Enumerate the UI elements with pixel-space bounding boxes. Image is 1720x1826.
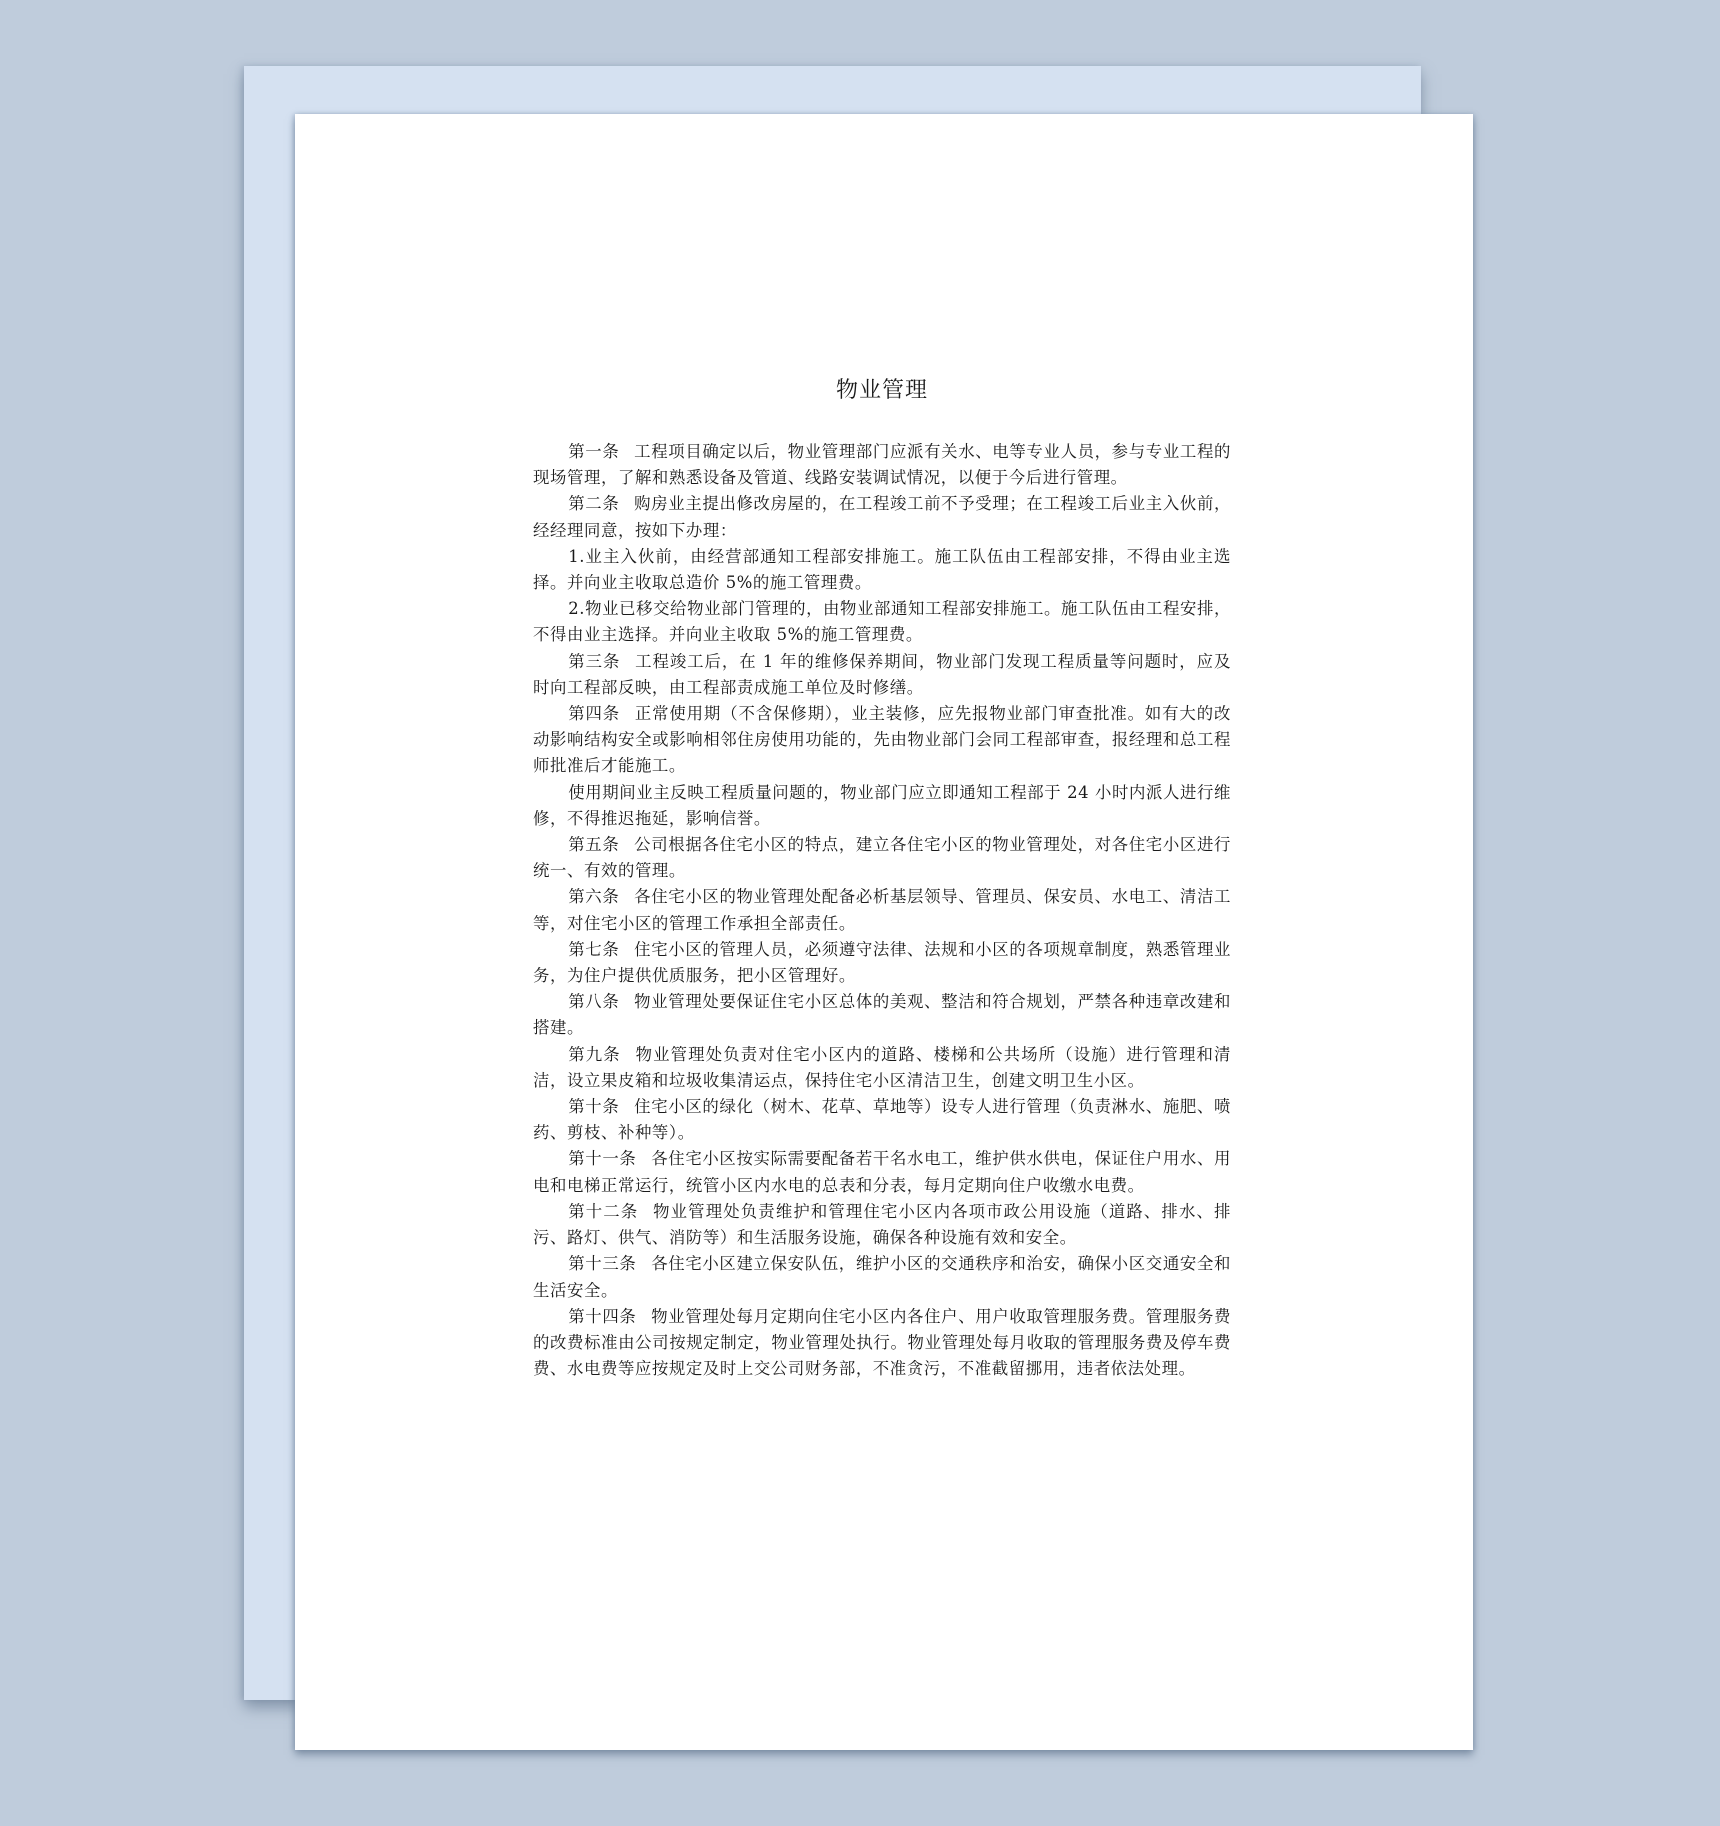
paragraph-text: 使用期间业主反映工程质量问题的，物业部门应立即通知工程部于 24 小时内派人进行维修，不得推迟拖延，影响信誉。 [533,782,1231,828]
article-number: 第三条 [568,651,621,671]
article-number: 第九条 [568,1044,621,1064]
article-number: 第七条 [568,939,620,959]
article-text: 工程竣工后，在 1 年的维修保养期间，物业部门发现工程质量等问题时，应及时向工程部反映，由工程部责成施工单位及时修缮。 [533,651,1231,697]
article-number: 第十条 [568,1097,620,1117]
paragraph-article-13 [533,1251,1231,1303]
article-text: 物业管理处负责对住宅小区内的道路、楼梯和公共场所（设施）进行管理和清洁，设立果皮箱和垃圾收集清运点，保持住宅小区清洁卫生，创建文明卫生小区。 [533,1044,1231,1090]
paragraph-item-1 [533,544,1231,596]
document-body [533,376,1231,1382]
document-page [295,114,1473,1750]
paragraph-article-14 [533,1304,1231,1383]
article-text: 住宅小区的管理人员，必须遵守法律、法规和小区的各项规章制度，熟悉管理业务，为住户提供优质服务，把小区管理好。 [533,939,1231,986]
document-title: 物业管理 [835,378,928,403]
paragraph-article-7 [533,937,1231,989]
article-text: 公司根据各住宅小区的特点，建立各住宅小区的物业管理处，对各住宅小区进行统一、有效的管理。 [533,835,1231,881]
paragraph-item-2 [533,596,1231,648]
article-text: 购房业主提出修改房屋的，在工程竣工前不予受理；在工程竣工后业主入伙前，经经理同意，按如下办理： [533,494,1231,540]
paragraph-article-8 [533,989,1231,1041]
article-text: 各住宅小区的物业管理处配备必析基层领导、管理员、保安员、水电工、清洁工等，对住宅小区的管理工作承担全部责任。 [533,887,1231,933]
article-number: 第八条 [568,992,620,1012]
item-text: 2.物业已移交给物业部门管理的，由物业部通知工程部安排施工。施工队伍由工程安排，不得由业主选择。并向业主收取 5%的施工管理费。 [533,599,1231,645]
article-number: 第六条 [568,887,620,907]
article-text: 住宅小区的绿化（树木、花草、草地等）设专人进行管理（负责淋水、施肥、喷药、剪枝、补种等）。 [533,1097,1231,1143]
article-text: 正常使用期（不含保修期），业主装修，应先报物业部门审查批准。如有大的改动影响结构安全或影响相邻住房使用功能的，先由物业部门会同工程部审查，报经理和总工程师批准后才能施工。 [533,704,1231,776]
article-number: 第十一条 [568,1149,637,1169]
article-text: 物业管理处负责维护和管理住宅小区内各项市政公用设施（道路、排水、排污、路灯、供气、消防等）和生活服务设施，确保各种设施有效和安全。 [533,1201,1231,1248]
paragraph-article-12 [533,1199,1231,1251]
paragraph-article-4 [533,701,1231,780]
paragraph-article-9 [533,1042,1231,1094]
paragraph-article-5 [533,832,1231,884]
article-text: 工程项目确定以后，物业管理部门应派有关水、电等专业人员，参与专业工程的现场管理，了解和熟悉设备及管道、线路安装调试情况，以便于今后进行管理。 [533,442,1231,488]
article-text: 各住宅小区建立保安队伍，维护小区的交通秩序和治安，确保小区交通安全和生活安全。 [533,1254,1231,1300]
paragraph-usage-period [533,780,1231,832]
article-number: 第十三条 [568,1254,637,1274]
paragraph-article-11 [533,1146,1231,1198]
paragraph-article-10 [533,1094,1231,1146]
article-number: 第五条 [568,835,620,855]
item-text: 1.业主入伙前，由经营部通知工程部安排施工。施工队伍由工程部安排，不得由业主选择。并向业主收取总造价 5%的施工管理费。 [533,546,1231,593]
paragraph-article-6 [533,884,1231,936]
article-text: 物业管理处每月定期向住宅小区内各住户、用户收取管理服务费。管理服务费的改费标准由公司按规定制定，物业管理处执行。物业管理处每月收取的管理服务费及停车费费、水电费等应按规定及时上交公司财务部，不准贪污，不准截留挪用，违者依法处理。 [533,1306,1231,1379]
article-number: 第二条 [568,494,620,514]
article-number: 第十四条 [568,1306,637,1326]
paragraph-article-3 [533,649,1231,701]
article-number: 第十二条 [568,1201,639,1221]
article-text: 物业管理处要保证住宅小区总体的美观、整洁和符合规划，严禁各种违章改建和搭建。 [533,992,1231,1038]
paragraph-article-1 [533,439,1231,491]
article-text: 各住宅小区按实际需要配备若干名水电工，维护供水供电，保证住户用水、用电和电梯正常运行，统管小区内水电的总表和分表，每月定期向住户收缴水电费。 [533,1149,1231,1195]
article-number: 第一条 [568,442,620,461]
article-number: 第四条 [568,704,621,724]
paragraph-article-2 [533,491,1231,543]
